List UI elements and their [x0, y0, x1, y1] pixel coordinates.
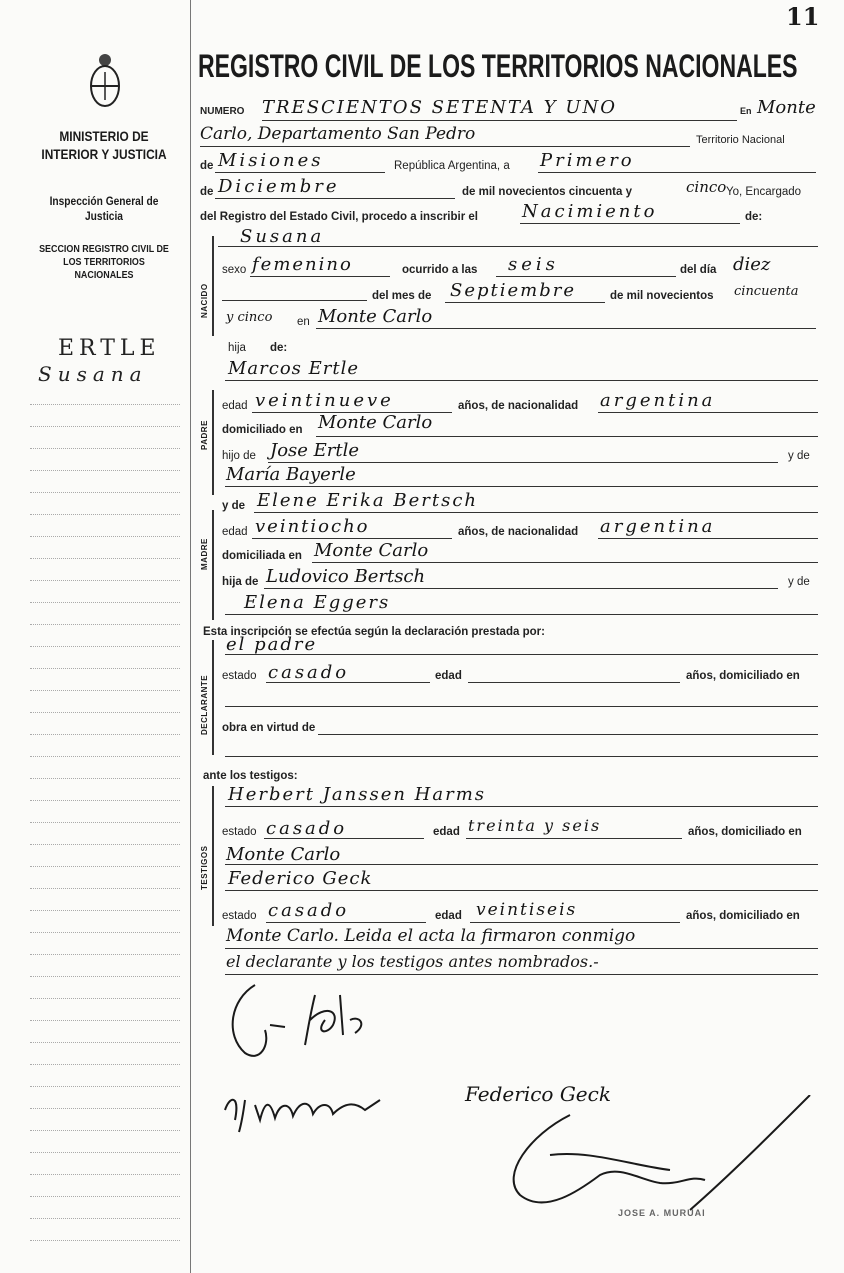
value-abuelo: Jose Ertle: [270, 440, 360, 461]
label-edad-madre: edad: [222, 526, 248, 538]
label-de-acto: de:: [745, 211, 763, 223]
margin-given-name: Susana: [38, 362, 148, 386]
margin-line: [30, 822, 180, 823]
margin-line: [30, 778, 180, 779]
label-domiciliado-padre: domiciliado en: [222, 424, 303, 436]
value-madre-dom: Monte Carlo: [314, 540, 429, 561]
margin-line: [30, 866, 180, 867]
margin-line: [30, 734, 180, 735]
margin-line: [30, 580, 180, 581]
label-estado-testigo1: estado: [222, 826, 257, 838]
label-en-lugar: en: [297, 316, 310, 328]
value-mes-inscripcion: Diciembre: [218, 176, 340, 197]
value-testigo1: Herbert Janssen Harms: [228, 784, 487, 805]
margin-line: [30, 756, 180, 757]
stamp-text: JOSE A. MURUAI: [618, 1208, 706, 1218]
value-madre-nac: argentina: [600, 516, 716, 537]
margin-line: [30, 514, 180, 515]
margin-line: [30, 668, 180, 669]
section-madre: MADRE: [200, 538, 209, 570]
margin-line: [30, 712, 180, 713]
inspection-label: Inspección General de Justicia: [49, 194, 159, 223]
label-del-registro: del Registro del Estado Civil, procedo a inscribir el: [200, 211, 478, 223]
value-t2-estado: casado: [268, 900, 350, 921]
page-number: 11: [786, 2, 820, 31]
value-t1-edad: treinta y seis: [468, 816, 602, 835]
margin-line: [30, 646, 180, 647]
margin-line: [30, 1086, 180, 1087]
value-padre-edad: veintinueve: [255, 390, 394, 411]
value-lugar2: Carlo, Departamento San Pedro: [200, 124, 476, 144]
label-ocurrido: ocurrido a las: [402, 264, 478, 276]
value-numero: TRESCIENTOS SETENTA Y UNO: [262, 97, 618, 118]
value-cierre1: Monte Carlo. Leida el acta la firmaron conmigo: [226, 926, 636, 946]
value-t1-estado: casado: [266, 818, 348, 839]
label-en: En: [740, 106, 752, 116]
label-del-dia: del día: [680, 264, 717, 276]
value-abuelo-materno: Ludovico Bertsch: [266, 566, 426, 587]
margin-line: [30, 492, 180, 493]
margin-line: [30, 932, 180, 933]
value-dia: diez: [733, 254, 771, 275]
section-declarante: DECLARANTE: [200, 674, 209, 735]
value-territorio: Misiones: [218, 150, 324, 171]
label-edad-testigo2: edad: [435, 910, 462, 922]
label-y-de-padre: y de: [788, 450, 810, 462]
value-mes: Septiembre: [450, 280, 576, 301]
margin-line: [30, 1130, 180, 1131]
margin-line: [30, 976, 180, 977]
label-yo: Yo, Encargado: [726, 186, 802, 198]
signature-declarante: [215, 975, 375, 1065]
label-edad-declarante: edad: [435, 670, 462, 682]
value-acto: Nacimiento: [522, 201, 658, 222]
section-testigos: TESTIGOS: [200, 845, 209, 890]
margin-line: [30, 1064, 180, 1065]
label-estado-testigo2: estado: [222, 910, 257, 922]
label-testigos: ante los testigos:: [203, 770, 298, 782]
value-t2-edad: veintiseis: [476, 900, 578, 920]
label-territorio: Territorio Nacional: [696, 134, 785, 146]
margin-line: [30, 1218, 180, 1219]
section-padre: PADRE: [200, 420, 209, 450]
value-lugar: Monte Carlo: [318, 306, 433, 327]
value-dia-inscripcion: Primero: [540, 150, 635, 171]
margin-line: [30, 998, 180, 999]
value-abuela-materna: Elena Eggers: [244, 592, 391, 613]
label-de-padres: de:: [270, 342, 288, 354]
label-mil-nacimiento: de mil novecientos: [610, 290, 714, 302]
label-hija-de: hija de: [222, 576, 259, 588]
value-padre: Marcos Ertle: [228, 358, 360, 379]
label-hijo-de: hijo de: [222, 450, 256, 462]
label-obra: obra en virtud de: [222, 722, 316, 734]
margin-line: [30, 624, 180, 625]
value-padre-nac: argentina: [600, 390, 716, 411]
value-padre-dom: Monte Carlo: [318, 412, 433, 433]
label-anios-nac-padre: años, de nacionalidad: [458, 400, 579, 412]
page-title: REGISTRO CIVIL DE LOS TERRITORIOS NACIONALES: [198, 48, 798, 84]
label-sexo: sexo: [222, 264, 247, 276]
margin-line: [30, 1020, 180, 1021]
margin-line: [30, 426, 180, 427]
label-inscripcion: Esta inscripción se efectúa según la declaración prestada por:: [203, 626, 545, 638]
ministry-label: MINISTERIO DE INTERIOR Y JUSTICIA: [41, 128, 167, 162]
label-hija: hija: [228, 342, 246, 354]
label-y-de-madre: y de: [222, 500, 246, 512]
label-estado-declarante: estado: [222, 670, 257, 682]
value-mil: cincuenta: [734, 284, 799, 299]
label-numero: NUMERO: [200, 106, 245, 117]
value-declarante: el padre: [226, 634, 318, 655]
margin-line: [30, 690, 180, 691]
margin-line: [30, 1152, 180, 1153]
value-sexo: femenino: [252, 254, 353, 275]
label-anios-dom-declarante: años, domiciliado en: [686, 670, 800, 682]
label-del-mes: del mes de: [372, 290, 432, 302]
value-anio: cinco: [686, 178, 727, 196]
value-anio-nacimiento: y cinco: [226, 310, 273, 325]
margin-surname: ERTLE: [58, 336, 161, 361]
label-de-mes: de: [200, 186, 214, 198]
coat-of-arms-icon: [85, 50, 125, 114]
section-nacido: NACIDO: [200, 283, 209, 318]
signature-testigo2: Federico Geck: [465, 1082, 611, 1106]
margin-line: [30, 602, 180, 603]
margin-line: [30, 470, 180, 471]
label-anios-dom-testigo1: años, domiciliado en: [688, 826, 802, 838]
label-mil: de mil novecientos cincuenta y: [462, 186, 632, 198]
margin-line: [30, 448, 180, 449]
section-label: SECCION REGISTRO CIVIL DE LOS TERRITORIOS NACIONALES: [39, 243, 169, 282]
value-nombre: Susana: [240, 226, 325, 247]
margin-line: [30, 558, 180, 559]
label-edad-padre: edad: [222, 400, 248, 412]
label-domiciliada-madre: domiciliada en: [222, 550, 302, 562]
margin-line: [30, 844, 180, 845]
label-edad-testigo1: edad: [433, 826, 460, 838]
label-republica: República Argentina, a: [394, 160, 510, 172]
label-anios-nac-madre: años, de nacionalidad: [458, 526, 579, 538]
margin-line: [30, 888, 180, 889]
value-hora: seis: [508, 254, 559, 275]
label-y-de-abuela-materna: y de: [788, 576, 810, 588]
signature-encargado: [490, 1095, 820, 1225]
sidebar-margin: [0, 0, 191, 1273]
margin-line: [30, 1240, 180, 1241]
label-anios-dom-testigo2: años, domiciliado en: [686, 910, 800, 922]
margin-line: [30, 910, 180, 911]
value-decl-estado: casado: [268, 662, 350, 683]
margin-line: [30, 1042, 180, 1043]
value-cierre2: el declarante y los testigos antes nombrados.-: [226, 952, 599, 971]
value-madre-edad: veintiocho: [255, 516, 370, 537]
value-lugar1: Monte: [757, 97, 816, 118]
signature-testigo1: [215, 1080, 395, 1140]
margin-line: [30, 404, 180, 405]
margin-line: [30, 1196, 180, 1197]
value-testigo2: Federico Geck: [228, 868, 373, 889]
value-t1-dom: Monte Carlo: [226, 844, 341, 865]
margin-line: [30, 536, 180, 537]
margin-line: [30, 800, 180, 801]
value-abuela: María Bayerle: [226, 464, 356, 485]
value-madre: Elene Erika Bertsch: [257, 490, 479, 511]
margin-line: [30, 1108, 180, 1109]
margin-line: [30, 1174, 180, 1175]
margin-line: [30, 954, 180, 955]
label-de: de: [200, 160, 214, 172]
